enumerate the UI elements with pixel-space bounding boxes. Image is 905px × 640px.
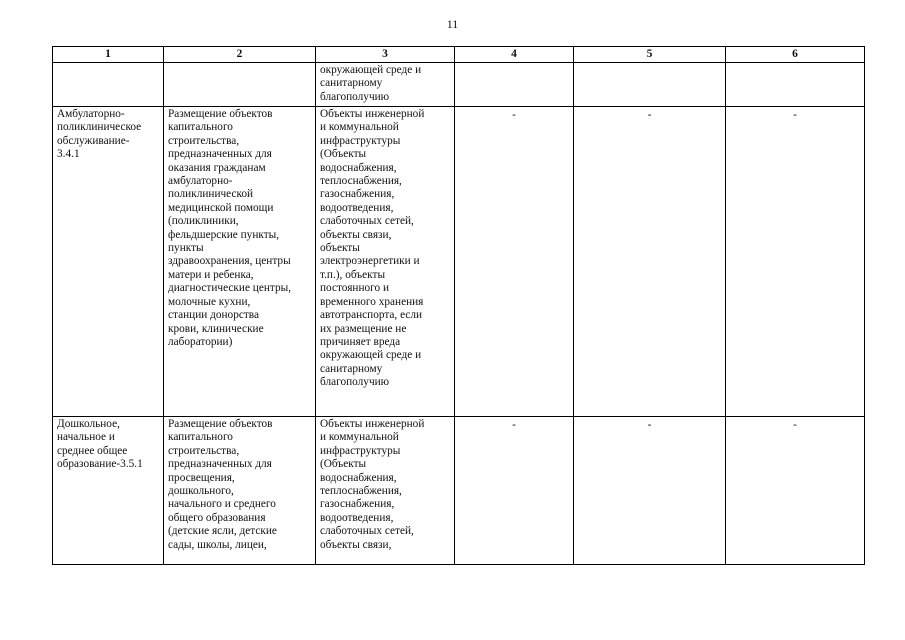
cell-text-line: поликлиническое <box>57 121 142 134</box>
cell-text-line: обслуживание- <box>57 134 130 147</box>
cell-text-line: Амбулаторно- <box>57 108 125 120</box>
cell-use-type <box>53 417 164 565</box>
cell-col-4 <box>455 63 574 107</box>
table-row <box>53 63 865 107</box>
cell-text-line: 3.4.1 <box>57 148 80 161</box>
cell-col-4: - <box>455 107 574 417</box>
cell-col-4: - <box>455 417 574 565</box>
page-number: 11 <box>446 17 459 31</box>
cell-text-line: объекты <box>320 242 360 255</box>
cell-text-line: сады, школы, лицеи, <box>168 538 267 551</box>
cell-col-6 <box>726 63 865 107</box>
cell-text-line: газоснабжения, <box>320 188 395 201</box>
cell-allowed-objects <box>316 107 455 417</box>
cell-text-line: водоотведения, <box>320 511 394 524</box>
cell-text-line: амбулаторно- <box>168 175 233 188</box>
table-row <box>53 417 865 565</box>
cell-text-line: теплоснабжения, <box>320 175 402 188</box>
cell-text-line: окружающей среде и <box>320 64 422 76</box>
cell-col-6: - <box>726 417 865 565</box>
cell-text-line: Объекты инженерной <box>320 108 425 120</box>
cell-description <box>164 63 316 107</box>
cell-col-5: - <box>574 417 726 565</box>
cell-text-line: медицинской помощи <box>168 201 274 214</box>
cell-text-line: санитарному <box>320 77 383 90</box>
cell-text-line: пункты <box>168 242 204 255</box>
cell-text-line: и коммунальной <box>320 431 399 444</box>
cell-text-line: объекты связи, <box>320 228 392 241</box>
cell-text-line: строительства, <box>168 444 240 457</box>
cell-text-line: поликлинической <box>168 188 254 201</box>
cell-text-line: (Объекты <box>320 458 367 471</box>
cell-text-line: (поликлиники, <box>168 215 239 228</box>
table-row <box>53 107 865 417</box>
cell-text-line: благополучию <box>320 90 390 103</box>
cell-allowed-objects <box>316 417 455 565</box>
header-col-6: 6 <box>726 47 865 63</box>
cell-description <box>164 107 316 417</box>
header-row <box>53 47 865 63</box>
header-col-3: 3 <box>316 47 455 63</box>
cell-text-line: постоянного и <box>320 282 390 295</box>
cell-text-line: теплоснабжения, <box>320 485 402 498</box>
cell-text-line: матери и ребенка, <box>168 268 254 281</box>
cell-text-line: санитарному <box>320 362 383 375</box>
cell-text-line: и коммунальной <box>320 121 399 134</box>
cell-text-line: инфраструктуры <box>320 444 401 457</box>
header-col-5: 5 <box>574 47 726 63</box>
cell-text-line: капитального <box>168 431 233 444</box>
header-col-2: 2 <box>164 47 316 63</box>
cell-text-line: дошкольного, <box>168 485 234 498</box>
cell-text-line: (Объекты <box>320 148 367 161</box>
cell-text-line: автотранспорта, если <box>320 309 423 322</box>
cell-text-line: водоснабжения, <box>320 471 397 484</box>
cell-text-line: (детские ясли, детские <box>168 525 277 538</box>
cell-text-line: окружающей среде и <box>320 349 422 362</box>
cell-text-line: просвещения, <box>168 471 235 484</box>
cell-text-line: строительства, <box>168 134 240 147</box>
cell-text-line: диагностические центры, <box>168 282 292 295</box>
cell-col-5 <box>574 63 726 107</box>
cell-col-6: - <box>726 107 865 417</box>
cell-text-line: предназначенных для <box>168 458 272 471</box>
cell-text-line: общего образования <box>168 511 266 524</box>
cell-text-line: молочные кухни, <box>168 295 251 308</box>
cell-text-line: временного хранения <box>320 295 424 308</box>
cell-text-line: электроэнергетики и <box>320 255 420 268</box>
land-use-table <box>52 46 865 565</box>
cell-text-line: здравоохранения, центры <box>168 255 291 268</box>
cell-text-line: их размещение не <box>320 322 407 335</box>
header-col-1: 1 <box>53 47 164 63</box>
cell-use-type <box>53 107 164 417</box>
cell-text-line: газоснабжения, <box>320 498 395 511</box>
cell-text-line: водоснабжения, <box>320 161 397 174</box>
cell-text-line: капитального <box>168 121 233 134</box>
cell-text-line: благополучию <box>320 376 390 389</box>
cell-text-line: инфраструктуры <box>320 134 401 147</box>
cell-text-line: среднее общее <box>57 444 128 457</box>
cell-text-line: станции донорства <box>168 309 259 322</box>
cell-text-line: слаботочных сетей, <box>320 525 414 538</box>
cell-use-type <box>53 63 164 107</box>
cell-text-line: Объекты инженерной <box>320 418 425 430</box>
cell-text-line: объекты связи, <box>320 538 392 551</box>
cell-text-line: причиняет вреда <box>320 335 401 348</box>
cell-text-line: начального и среднего <box>168 498 276 511</box>
cell-text-line: предназначенных для <box>168 148 272 161</box>
cell-text-line: Дошкольное, <box>57 418 120 430</box>
cell-text-line: Размещение объектов <box>168 418 273 430</box>
cell-text-line: крови, клинические <box>168 322 264 335</box>
cell-description <box>164 417 316 565</box>
cell-text-line: Размещение объектов <box>168 108 273 120</box>
cell-text-line: водоотведения, <box>320 201 394 214</box>
cell-text-line: образование-3.5.1 <box>57 458 143 471</box>
cell-text-line: оказания гражданам <box>168 161 266 174</box>
cell-text-line: слаботочных сетей, <box>320 215 414 228</box>
cell-text-line: т.п.), объекты <box>320 268 386 281</box>
cell-allowed-objects <box>316 63 455 107</box>
header-col-4: 4 <box>455 47 574 63</box>
cell-col-5: - <box>574 107 726 417</box>
cell-text-line: фельдшерские пункты, <box>168 228 280 241</box>
cell-text-line: начальное и <box>57 431 115 444</box>
cell-text-line: лаборатории) <box>168 335 233 348</box>
